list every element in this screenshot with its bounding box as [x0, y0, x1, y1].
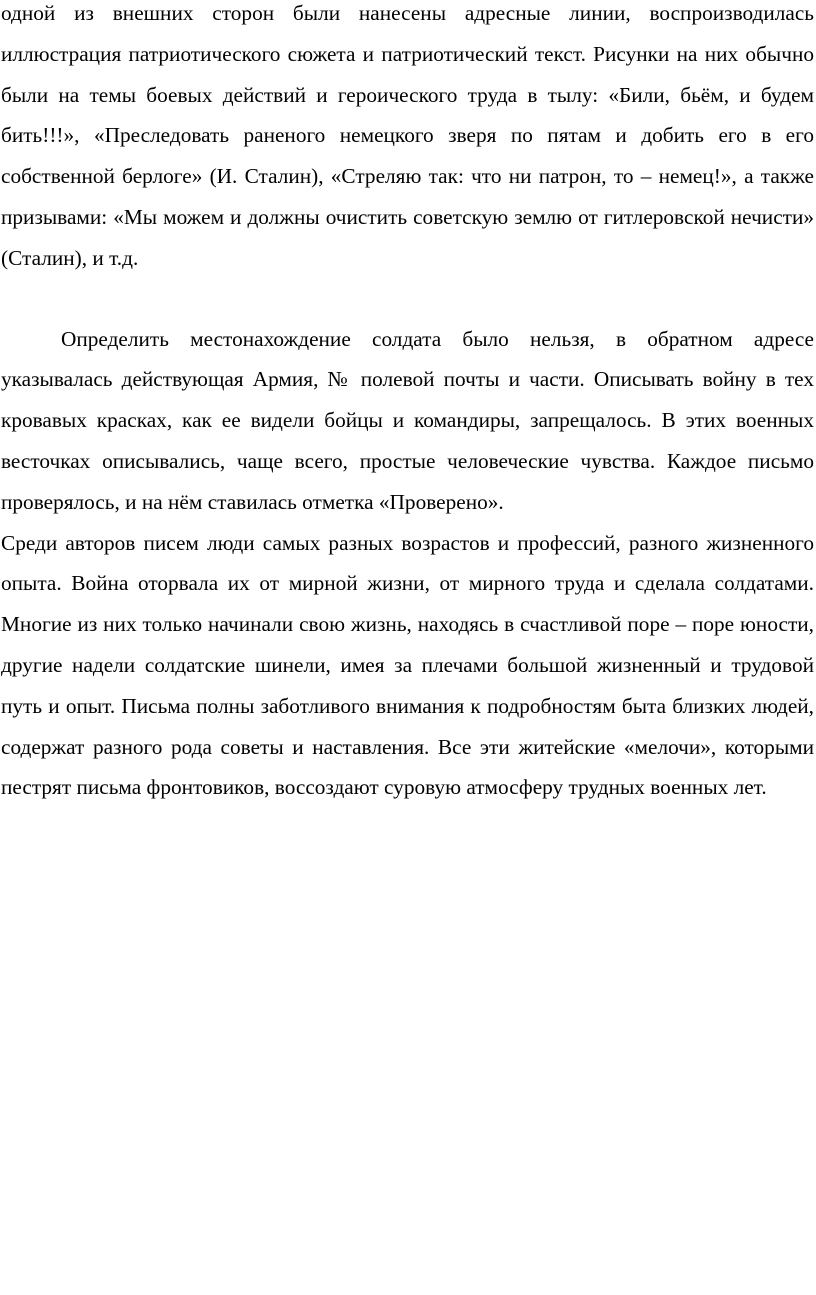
paragraph-letter-authors: Среди авторов писем люди самых разных возрастов и профессий, разного жизненного опыта. Война оторвала их от мирной жизни, от мирного труда и сделала солдатами. Многие из них только начинали свою жизнь, находясь в счастливой поре – поре юности, другие надели солдатские шинели, имея за плечами большой жизненный и трудовой путь и опыт. Письма полны заботливого внимания к подробностям быта близких людей, содержат разного рода советы и наставления. Все эти житейские «мелочи», которыми пестрят письма фронтовиков, воссоздают суровую атмосферу трудных военных лет.	[1, 530, 814, 800]
paragraph-soldier-location: Определить местонахождение солдата было нельзя, в обратном адресе указывалась действующая Армия, № полевой почты и части. Описывать войну в тех кровавых красках, как ее видели бойцы и командиры, запрещалось. В этих военных весточках описывались, чаще всего, простые человеческие чувства. Каждое письмо проверялось, и на нём ставилась отметка «Проверено».	[1, 326, 814, 514]
paragraph-postcard-description: одной из внешних сторон были нанесены адресные линии, воспроизводилась иллюстрация патриотического сюжета и патриотический текст. Рисунки на них обычно были на темы боевых действий и героического труда в тылу: «Били, бьём, и будем бить!!!», «Преследовать раненого немецкого зверя по пятам и добить его в его собственной берлоге» (И. Сталин), «Стреляю так: что ни патрон, то – немец!», а также призывами: «Мы можем и должны очистить советскую землю от гитлеровской нечисти» (Сталин), и т.д.	[1, 1, 814, 270]
